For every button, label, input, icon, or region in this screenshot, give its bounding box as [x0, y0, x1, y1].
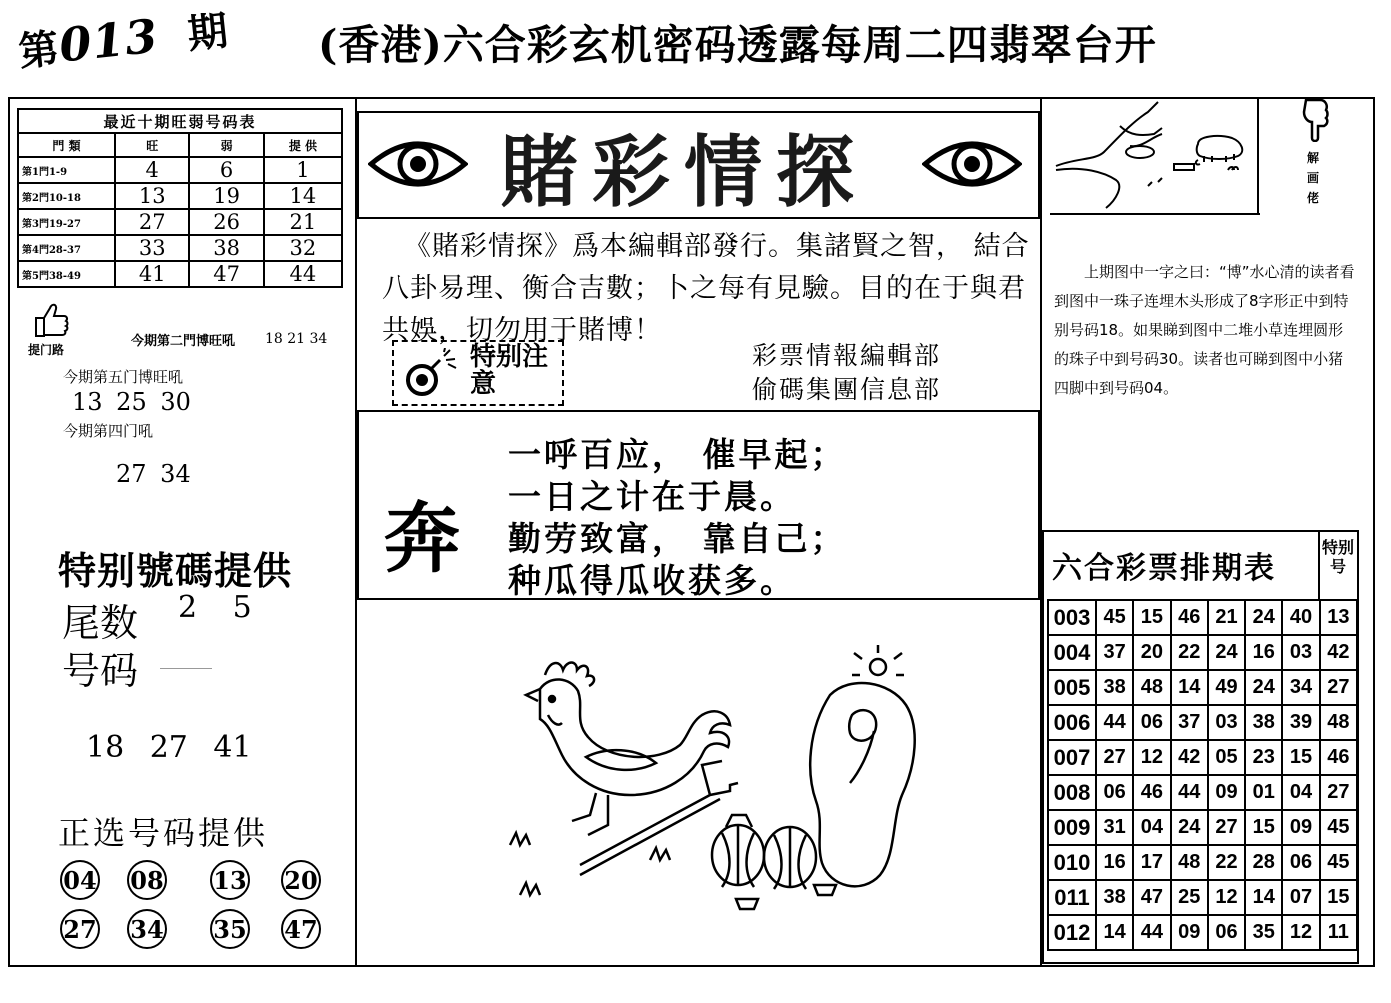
- hot-cell: 13: [115, 183, 189, 209]
- draw-number: 34: [1282, 670, 1319, 705]
- riddle-line: 勤劳致富， 靠自己；: [508, 519, 847, 558]
- intro-body: 《賭彩情探》爲本編輯部發行。集諸賢之智， 結合八卦易理、衡合吉數；卜之每有見驗。目的在于與君共娛，切勿用于賭博！: [382, 231, 1030, 346]
- dept-name: 偷碼集團信息部: [752, 375, 942, 404]
- cold-cell: 47: [189, 261, 263, 287]
- tip-label: 提门路: [28, 343, 65, 357]
- col-header: 門 類: [18, 133, 115, 157]
- draw-number: 09: [1171, 915, 1208, 950]
- gate2-numbers: 18 21 34: [265, 331, 328, 347]
- riddle-character: 奔: [384, 494, 460, 583]
- draw-number: 49: [1208, 670, 1245, 705]
- draw-number: 25: [1171, 880, 1208, 915]
- code-underline: [160, 668, 212, 669]
- draw-number: 07: [1282, 880, 1319, 915]
- table-row: [1048, 600, 1357, 635]
- gate5-numbers: 13 25 30: [72, 388, 191, 416]
- special-number: 45: [1320, 845, 1357, 880]
- draw-number: 09: [1208, 775, 1245, 810]
- draw-number: 40: [1282, 600, 1319, 635]
- draw-number: 06: [1282, 845, 1319, 880]
- draw-number: 24: [1245, 670, 1282, 705]
- eye-icon: [368, 132, 468, 196]
- pick-ball: 20: [281, 860, 321, 900]
- puzzle-illustration: [1048, 98, 1260, 216]
- hot-cell: 27: [115, 209, 189, 235]
- draw-number: 06: [1096, 775, 1133, 810]
- notice-text: 特别注意: [470, 342, 549, 399]
- period-cell: 011: [1048, 880, 1096, 915]
- period-cell: 012: [1048, 915, 1096, 950]
- table-row: [18, 183, 342, 209]
- table-row: [1048, 705, 1357, 740]
- special-number: 13: [1320, 600, 1357, 635]
- gate-cell: 第3門19-27: [18, 209, 115, 235]
- period-cell: 005: [1048, 670, 1096, 705]
- draw-number: 46: [1133, 775, 1170, 810]
- thumbs-up-icon: [30, 298, 70, 340]
- table-row: [1048, 635, 1357, 670]
- draw-number: 06: [1133, 705, 1170, 740]
- draw-number: 03: [1208, 705, 1245, 740]
- pick-ball: 04: [60, 860, 100, 900]
- special-number: 48: [1320, 705, 1357, 740]
- pick-ball: 13: [210, 860, 250, 900]
- draw-number: 05: [1208, 740, 1245, 775]
- special-number: 11: [1320, 915, 1357, 950]
- picks-title: 正选号码提供: [58, 814, 269, 852]
- draw-number: 12: [1282, 915, 1319, 950]
- draw-number: 21: [1208, 600, 1245, 635]
- table-row: [18, 261, 342, 287]
- bomb-icon: [400, 348, 462, 400]
- draw-number: 38: [1096, 670, 1133, 705]
- period-cell: 007: [1048, 740, 1096, 775]
- special-number: 15: [1320, 880, 1357, 915]
- draw-number: 38: [1096, 880, 1133, 915]
- draw-number: 04: [1133, 810, 1170, 845]
- special-number: 46: [1320, 740, 1357, 775]
- special-number: 45: [1320, 810, 1357, 845]
- provide-cell: 14: [264, 183, 342, 209]
- provide-cell: 44: [264, 261, 342, 287]
- draw-schedule-table: [1047, 599, 1358, 951]
- code-numbers: 18 27 41: [86, 730, 252, 765]
- issue-prefix: 第: [16, 24, 63, 76]
- draw-number: 24: [1245, 600, 1282, 635]
- period-cell: 004: [1048, 635, 1096, 670]
- table-row: [18, 209, 342, 235]
- cold-cell: 6: [189, 157, 263, 183]
- draw-number: 42: [1171, 740, 1208, 775]
- schedule-title: 六合彩票排期表: [1052, 551, 1276, 586]
- period-cell: 006: [1048, 705, 1096, 740]
- tail-numbers: 2 5: [178, 590, 252, 625]
- special-number: 42: [1320, 635, 1357, 670]
- hot-cell: 4: [115, 157, 189, 183]
- riddle-line: 一日之计在于晨。: [508, 477, 796, 516]
- hot-cell: 41: [115, 261, 189, 287]
- intro-text: [382, 226, 1032, 352]
- period-cell: 009: [1048, 810, 1096, 845]
- draw-number: 27: [1208, 810, 1245, 845]
- schedule-title-divider: [1318, 530, 1320, 599]
- issue-suffix: 期: [185, 7, 232, 59]
- draw-number: 20: [1133, 635, 1170, 670]
- headline: (香港)六合彩玄机密码透露每周二四翡翠台开: [318, 21, 1157, 69]
- table-row: [1048, 810, 1357, 845]
- draw-number: 44: [1096, 705, 1133, 740]
- riddle-line: 种瓜得瓜收获多。: [508, 561, 796, 600]
- draw-number: 14: [1171, 670, 1208, 705]
- draw-number: 22: [1208, 845, 1245, 880]
- table-row: [1048, 670, 1357, 705]
- dept-name: 彩票情報編輯部: [752, 341, 942, 370]
- issue-number: [16, 0, 232, 78]
- draw-number: 16: [1245, 635, 1282, 670]
- draw-number: 44: [1171, 775, 1208, 810]
- gate2-title: 今期第二門博旺吼: [131, 334, 236, 349]
- pick-ball: 35: [210, 909, 250, 949]
- draw-number: 27: [1096, 740, 1133, 775]
- eye-icon: [922, 132, 1022, 196]
- draw-number: 06: [1208, 915, 1245, 950]
- draw-number: 09: [1282, 810, 1319, 845]
- cold-cell: 19: [189, 183, 263, 209]
- puzzle-explanation: 上期图中一字之曰：“博”水心清的读者看到图中一珠子连埋木头形成了8字形正中到特别号码18。如果睇到图中二堆小草连埋圆形的珠子中到号码30。读者也可睇到图中小猪四脚中到号码04。: [1054, 263, 1355, 397]
- puzzle-label: 解画佬: [1306, 151, 1319, 205]
- special-number: 27: [1320, 775, 1357, 810]
- draw-number: 03: [1282, 635, 1319, 670]
- period-cell: 010: [1048, 845, 1096, 880]
- draw-number: 39: [1282, 705, 1319, 740]
- draw-number: 45: [1096, 600, 1133, 635]
- draw-number: 24: [1208, 635, 1245, 670]
- draw-number: 48: [1133, 670, 1170, 705]
- pick-ball: 34: [127, 909, 167, 949]
- draw-number: 16: [1096, 845, 1133, 880]
- draw-number: 15: [1133, 600, 1170, 635]
- period-cell: 008: [1048, 775, 1096, 810]
- draw-number: 14: [1096, 915, 1133, 950]
- draw-number: 31: [1096, 810, 1133, 845]
- masthead-title: 賭彩情探: [500, 127, 869, 218]
- hot-cold-caption: 最近十期旺弱号码表: [18, 109, 342, 133]
- hot-cold-table: [17, 108, 343, 288]
- table-row: [1048, 915, 1357, 950]
- pointing-hand-icon: [1300, 96, 1330, 142]
- draw-number: 35: [1245, 915, 1282, 950]
- col-header: 旺: [115, 133, 189, 157]
- cold-cell: 38: [189, 235, 263, 261]
- gate-cell: 第4門28-37: [18, 235, 115, 261]
- draw-number: 38: [1245, 705, 1282, 740]
- draw-number: 22: [1171, 635, 1208, 670]
- cold-cell: 26: [189, 209, 263, 235]
- gate-cell: 第2門10-18: [18, 183, 115, 209]
- draw-number: 01: [1245, 775, 1282, 810]
- col-header: 提 供: [264, 133, 342, 157]
- draw-number: 44: [1133, 915, 1170, 950]
- draw-number: 37: [1171, 705, 1208, 740]
- table-row: [1048, 775, 1357, 810]
- draw-number: 12: [1133, 740, 1170, 775]
- draw-number: 28: [1245, 845, 1282, 880]
- draw-number: 24: [1171, 810, 1208, 845]
- gate5-title: 今期第五门博旺吼: [63, 368, 184, 386]
- draw-number: 04: [1282, 775, 1319, 810]
- draw-number: 46: [1171, 600, 1208, 635]
- col-header: 弱: [189, 133, 263, 157]
- draw-number: 17: [1133, 845, 1170, 880]
- draw-number: 48: [1171, 845, 1208, 880]
- special-number: 27: [1320, 670, 1357, 705]
- pick-ball: 47: [281, 909, 321, 949]
- gate4-title: 今期第四门吼: [63, 422, 154, 440]
- tail-label: 尾数: [62, 601, 139, 645]
- draw-number: 15: [1282, 740, 1319, 775]
- draw-number: 23: [1245, 740, 1282, 775]
- table-row: [1048, 880, 1357, 915]
- provide-cell: 1: [264, 157, 342, 183]
- draw-number: 14: [1245, 880, 1282, 915]
- rooster-illustration: [500, 645, 930, 925]
- issue-num: 013: [56, 8, 161, 73]
- provide-cell: 21: [264, 209, 342, 235]
- riddle-line: 一呼百应， 催早起；: [508, 435, 847, 474]
- draw-number: 47: [1133, 880, 1170, 915]
- hot-cell: 33: [115, 235, 189, 261]
- table-row: [1048, 740, 1357, 775]
- gate-cell: 第5門38-49: [18, 261, 115, 287]
- gate4-numbers: 27 34: [116, 460, 191, 488]
- draw-number: 15: [1245, 810, 1282, 845]
- table-row: [18, 157, 342, 183]
- code-label: 号码: [62, 649, 139, 693]
- draw-number: 12: [1208, 880, 1245, 915]
- pick-ball: 08: [127, 860, 167, 900]
- table-row: [18, 235, 342, 261]
- schedule-special-label: 特别号: [1322, 538, 1355, 576]
- pick-ball: 27: [60, 909, 100, 949]
- period-cell: 003: [1048, 600, 1096, 635]
- riddle-poem: [508, 434, 847, 602]
- special-number-title: 特别號碼提供: [58, 549, 293, 593]
- gate-cell: 第1門1-9: [18, 157, 115, 183]
- provide-cell: 32: [264, 235, 342, 261]
- draw-number: 37: [1096, 635, 1133, 670]
- table-row: [1048, 845, 1357, 880]
